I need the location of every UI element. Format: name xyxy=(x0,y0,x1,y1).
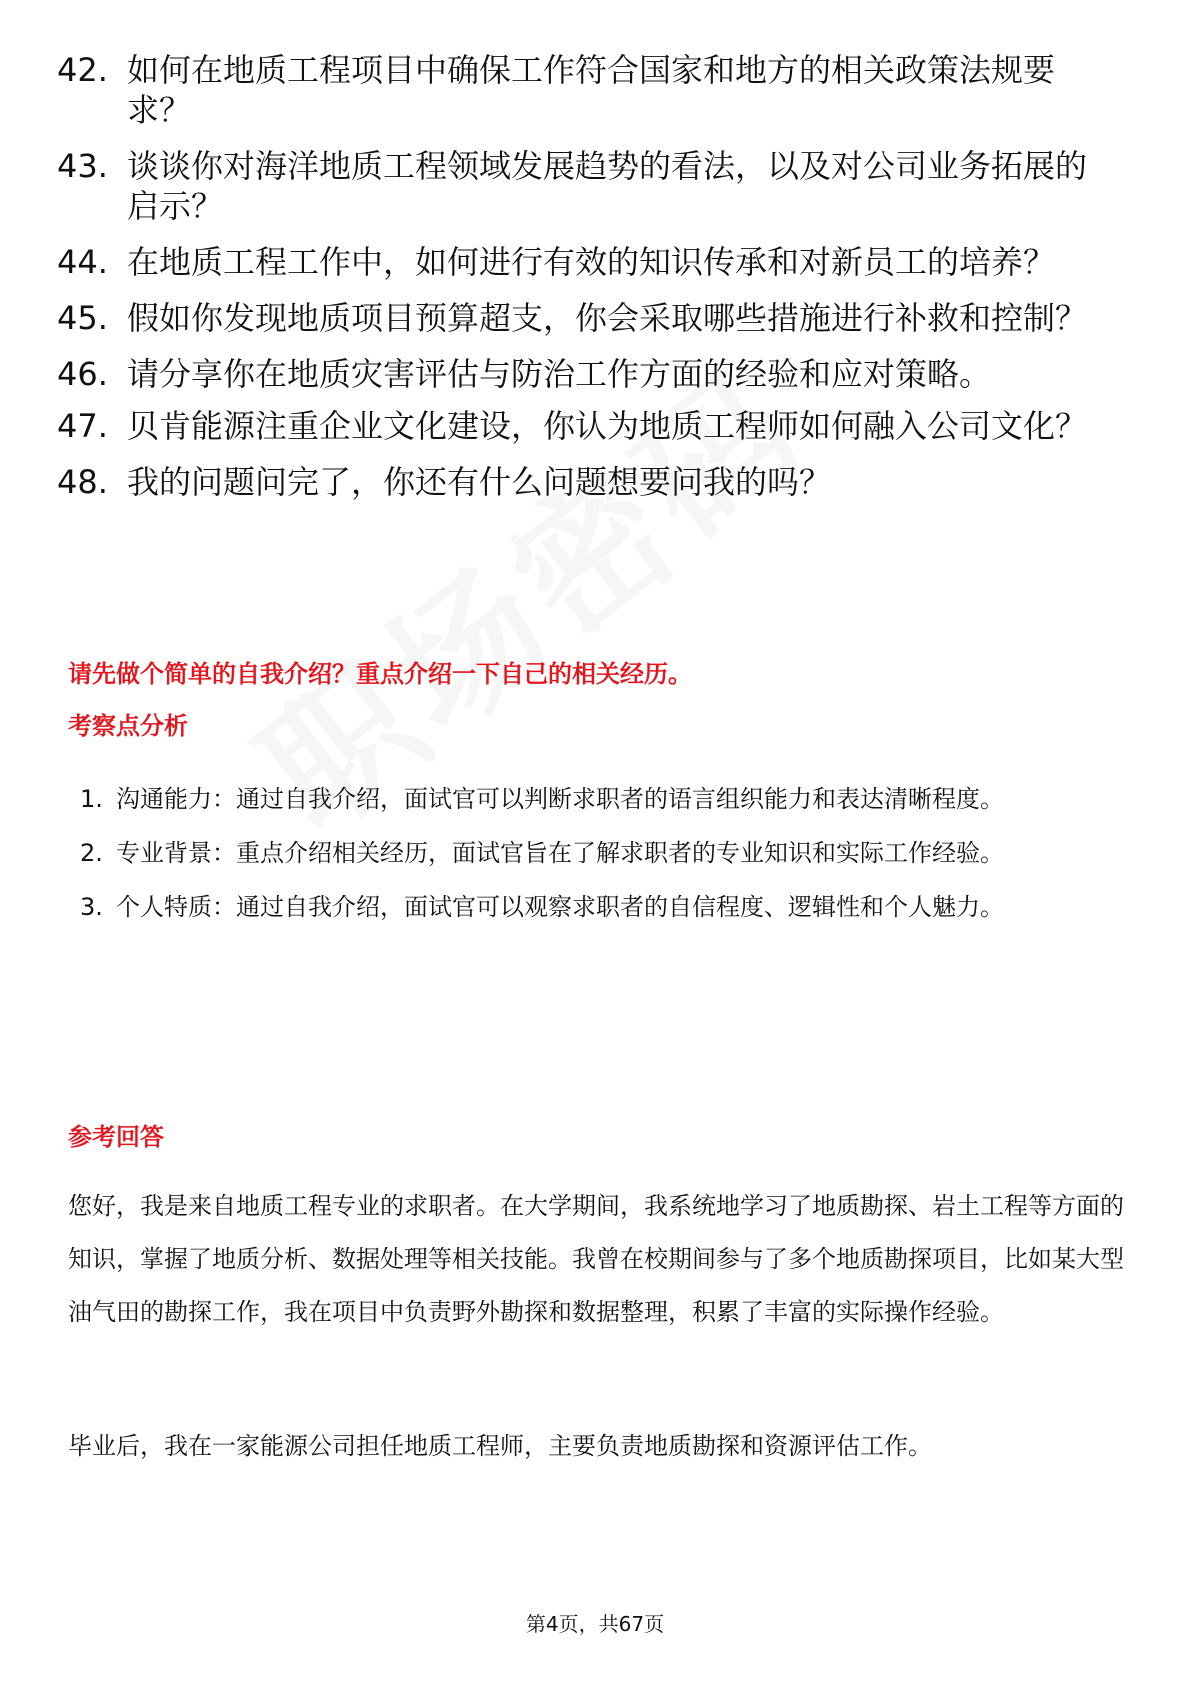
question-number: 45. xyxy=(57,299,108,337)
question-item xyxy=(57,354,1117,394)
section-title: 请先做个简单的自我介绍？重点介绍一下自己的相关经历。 xyxy=(68,660,692,688)
question-text: 如何在地质工程项目中确保工作符合国家和地方的相关政策法规要求？ xyxy=(127,51,1056,129)
page-footer: 第4页，共67页 xyxy=(525,1612,665,1636)
question-number: 47. xyxy=(57,407,108,445)
question-text: 贝肯能源注重企业文化建设，你认为地质工程师如何融入公司文化？ xyxy=(127,407,1088,445)
question-item xyxy=(57,298,1117,338)
question-item xyxy=(57,406,1117,446)
point-number: 1. xyxy=(80,785,103,813)
analysis-point xyxy=(68,826,1128,880)
analysis-point xyxy=(68,880,1128,934)
answer-title: 参考回答 xyxy=(68,1123,164,1151)
point-number: 3. xyxy=(80,893,103,921)
point-text: 沟通能力：通过自我介绍，面试官可以判断求职者的语言组织能力和表达清晰程度。 xyxy=(116,785,1004,813)
question-number: 46. xyxy=(57,355,108,393)
analysis-title: 考察点分析 xyxy=(68,712,188,740)
answer-paragraph: 您好，我是来自地质工程专业的求职者。在大学期间，我系统地学习了地质勘探、岩土工程等方面的知识，掌握了地质分析、数据处理等相关技能。我曾在校期间参与了多个地质勘探项目，比如某大型油气田的勘探工作，我在项目中负责野外勘探和数据整理，积累了丰富的实际操作经验。 xyxy=(68,1192,1124,1326)
question-number: 48. xyxy=(57,463,108,501)
point-number: 2. xyxy=(80,839,103,867)
question-text: 谈谈你对海洋地质工程领域发展趋势的看法，以及对公司业务拓展的启示？ xyxy=(127,147,1088,225)
question-number: 44. xyxy=(57,243,108,281)
question-text: 在地质工程工作中，如何进行有效的知识传承和对新员工的培养？ xyxy=(127,243,1056,281)
question-item xyxy=(57,50,1117,130)
point-text: 个人特质：通过自我介绍，面试官可以观察求职者的自信程度、逻辑性和个人魅力。 xyxy=(116,893,1004,921)
analysis-point-list xyxy=(68,772,1128,934)
question-number: 43. xyxy=(57,147,108,185)
point-text: 专业背景：重点介绍相关经历，面试官旨在了解求职者的专业知识和实际工作经验。 xyxy=(116,839,1004,867)
question-text: 假如你发现地质项目预算超支，你会采取哪些措施进行补救和控制？ xyxy=(127,299,1088,337)
question-number: 42. xyxy=(57,51,108,89)
question-item xyxy=(57,146,1117,226)
answer-paragraph: 毕业后，我在一家能源公司担任地质工程师，主要负责地质勘探和资源评估工作。 xyxy=(68,1432,932,1460)
question-text: 我的问题问完了，你还有什么问题想要问我的吗？ xyxy=(127,463,832,501)
analysis-point xyxy=(68,772,1128,826)
question-item xyxy=(57,462,1117,502)
question-text: 请分享你在地质灾害评估与防治工作方面的经验和应对策略。 xyxy=(127,355,992,393)
question-item xyxy=(57,242,1117,282)
question-list xyxy=(57,50,1117,518)
